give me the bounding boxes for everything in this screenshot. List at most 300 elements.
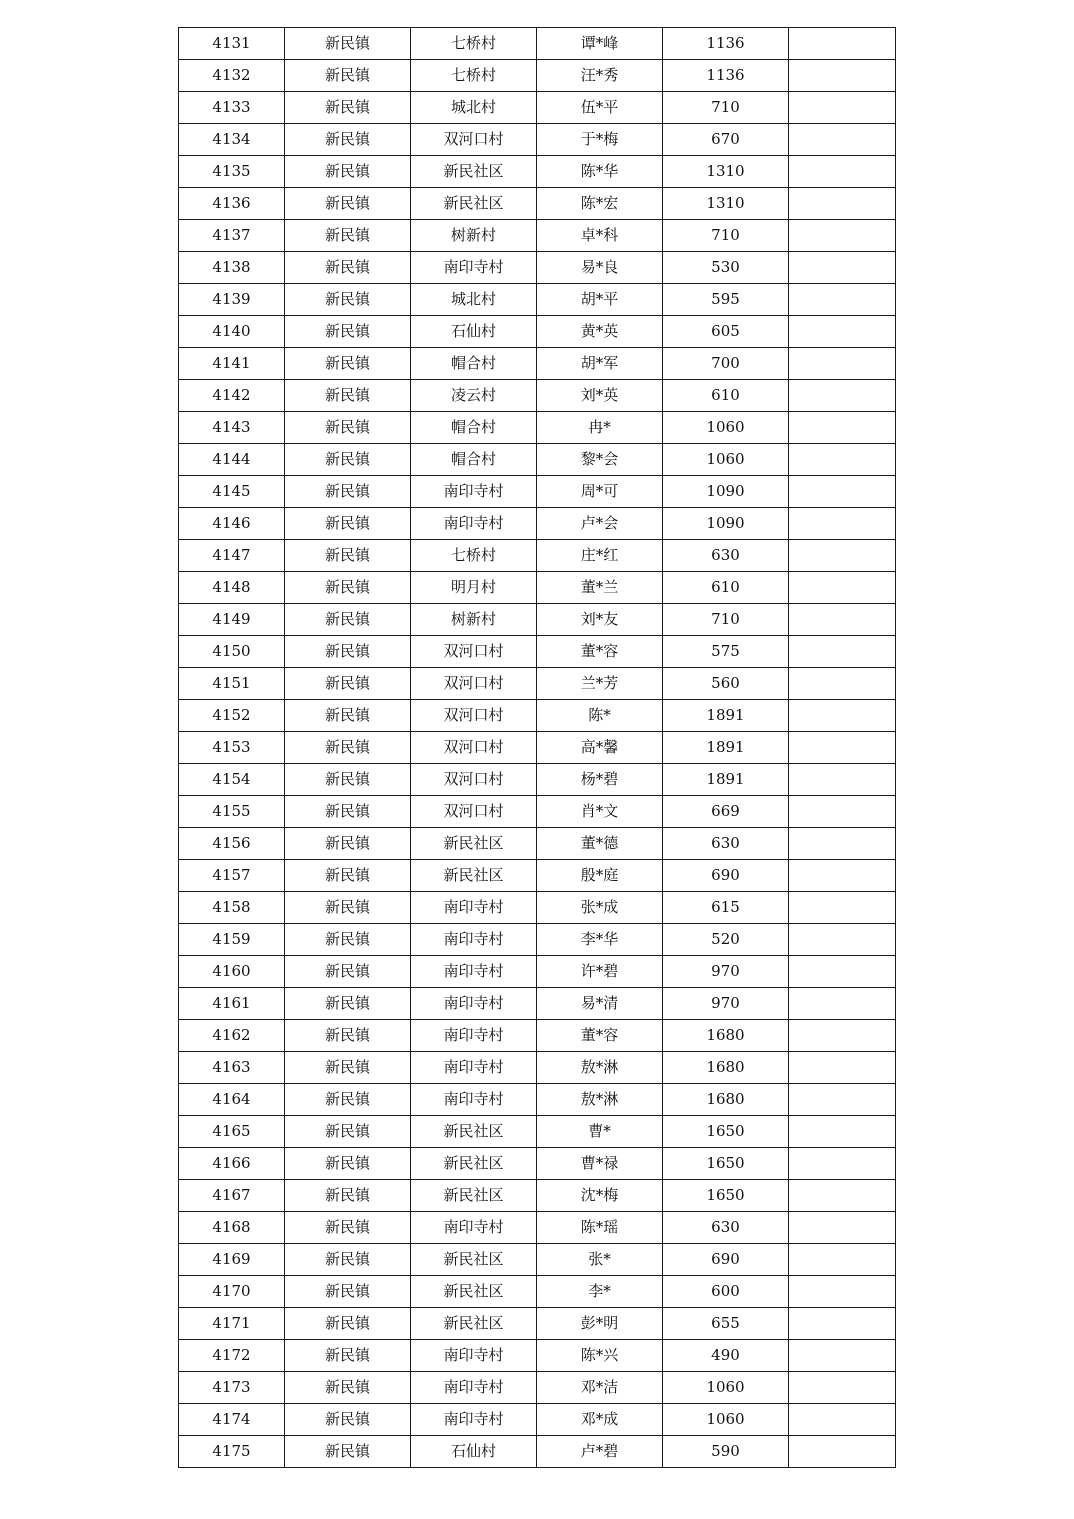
- amount-cell: 970: [663, 956, 789, 988]
- amount-cell: 690: [663, 1244, 789, 1276]
- town-cell: 新民镇: [285, 604, 411, 636]
- village-cell: 城北村: [411, 92, 537, 124]
- town-cell: 新民镇: [285, 700, 411, 732]
- village-cell: 新民社区: [411, 828, 537, 860]
- note-cell: [789, 92, 896, 124]
- note-cell: [789, 444, 896, 476]
- row-number-cell: 4146: [179, 508, 285, 540]
- table-row: [179, 892, 896, 924]
- village-cell: 凌云村: [411, 380, 537, 412]
- name-cell: 高*馨: [537, 732, 663, 764]
- village-cell: 南印寺村: [411, 1212, 537, 1244]
- village-cell: 石仙村: [411, 316, 537, 348]
- town-cell: 新民镇: [285, 1084, 411, 1116]
- table-row: [179, 252, 896, 284]
- table-row: [179, 988, 896, 1020]
- row-number-cell: 4148: [179, 572, 285, 604]
- row-number-cell: 4161: [179, 988, 285, 1020]
- village-cell: 双河口村: [411, 700, 537, 732]
- row-number-cell: 4169: [179, 1244, 285, 1276]
- village-cell: 七桥村: [411, 60, 537, 92]
- row-number-cell: 4145: [179, 476, 285, 508]
- table-row: [179, 540, 896, 572]
- town-cell: 新民镇: [285, 924, 411, 956]
- amount-cell: 595: [663, 284, 789, 316]
- village-cell: 南印寺村: [411, 1084, 537, 1116]
- town-cell: 新民镇: [285, 1244, 411, 1276]
- amount-cell: 600: [663, 1276, 789, 1308]
- row-number-cell: 4156: [179, 828, 285, 860]
- name-cell: 冉*: [537, 412, 663, 444]
- amount-cell: 630: [663, 540, 789, 572]
- table-row: [179, 668, 896, 700]
- amount-cell: 1680: [663, 1052, 789, 1084]
- town-cell: 新民镇: [285, 892, 411, 924]
- name-cell: 卢*会: [537, 508, 663, 540]
- table-row: [179, 700, 896, 732]
- amount-cell: 1136: [663, 60, 789, 92]
- name-cell: 董*兰: [537, 572, 663, 604]
- village-cell: 七桥村: [411, 540, 537, 572]
- village-cell: 新民社区: [411, 1148, 537, 1180]
- amount-cell: 530: [663, 252, 789, 284]
- amount-cell: 710: [663, 220, 789, 252]
- name-cell: 刘*英: [537, 380, 663, 412]
- note-cell: [789, 892, 896, 924]
- name-cell: 汪*秀: [537, 60, 663, 92]
- town-cell: 新民镇: [285, 1020, 411, 1052]
- note-cell: [789, 1148, 896, 1180]
- town-cell: 新民镇: [285, 1116, 411, 1148]
- table-row: [179, 508, 896, 540]
- row-number-cell: 4172: [179, 1340, 285, 1372]
- note-cell: [789, 252, 896, 284]
- amount-cell: 1060: [663, 1372, 789, 1404]
- note-cell: [789, 1340, 896, 1372]
- name-cell: 卓*科: [537, 220, 663, 252]
- note-cell: [789, 1020, 896, 1052]
- village-cell: 帽合村: [411, 348, 537, 380]
- village-cell: 明月村: [411, 572, 537, 604]
- amount-cell: 610: [663, 572, 789, 604]
- village-cell: 南印寺村: [411, 988, 537, 1020]
- note-cell: [789, 1436, 896, 1468]
- amount-cell: 1680: [663, 1020, 789, 1052]
- amount-cell: 615: [663, 892, 789, 924]
- village-cell: 南印寺村: [411, 252, 537, 284]
- village-cell: 南印寺村: [411, 476, 537, 508]
- name-cell: 彭*明: [537, 1308, 663, 1340]
- amount-cell: 1310: [663, 188, 789, 220]
- name-cell: 张*: [537, 1244, 663, 1276]
- row-number-cell: 4155: [179, 796, 285, 828]
- table-row: [179, 1244, 896, 1276]
- row-number-cell: 4167: [179, 1180, 285, 1212]
- town-cell: 新民镇: [285, 1052, 411, 1084]
- note-cell: [789, 700, 896, 732]
- table-row: [179, 60, 896, 92]
- town-cell: 新民镇: [285, 796, 411, 828]
- town-cell: 新民镇: [285, 1308, 411, 1340]
- note-cell: [789, 732, 896, 764]
- table-row: [179, 1340, 896, 1372]
- name-cell: 于*梅: [537, 124, 663, 156]
- town-cell: 新民镇: [285, 188, 411, 220]
- name-cell: 殷*庭: [537, 860, 663, 892]
- name-cell: 庄*红: [537, 540, 663, 572]
- name-cell: 胡*平: [537, 284, 663, 316]
- table-row: [179, 1116, 896, 1148]
- village-cell: 双河口村: [411, 124, 537, 156]
- name-cell: 伍*平: [537, 92, 663, 124]
- note-cell: [789, 1372, 896, 1404]
- town-cell: 新民镇: [285, 764, 411, 796]
- table-row: [179, 348, 896, 380]
- amount-cell: 1090: [663, 476, 789, 508]
- name-cell: 胡*军: [537, 348, 663, 380]
- row-number-cell: 4171: [179, 1308, 285, 1340]
- table-row: [179, 1148, 896, 1180]
- row-number-cell: 4154: [179, 764, 285, 796]
- roster-table: [178, 27, 896, 1468]
- note-cell: [789, 508, 896, 540]
- row-number-cell: 4174: [179, 1404, 285, 1436]
- note-cell: [789, 572, 896, 604]
- name-cell: 董*德: [537, 828, 663, 860]
- amount-cell: 1891: [663, 764, 789, 796]
- amount-cell: 700: [663, 348, 789, 380]
- row-number-cell: 4164: [179, 1084, 285, 1116]
- row-number-cell: 4165: [179, 1116, 285, 1148]
- note-cell: [789, 540, 896, 572]
- name-cell: 兰*芳: [537, 668, 663, 700]
- row-number-cell: 4144: [179, 444, 285, 476]
- row-number-cell: 4173: [179, 1372, 285, 1404]
- village-cell: 南印寺村: [411, 1020, 537, 1052]
- name-cell: 张*成: [537, 892, 663, 924]
- town-cell: 新民镇: [285, 1340, 411, 1372]
- note-cell: [789, 1180, 896, 1212]
- name-cell: 沈*梅: [537, 1180, 663, 1212]
- village-cell: 新民社区: [411, 188, 537, 220]
- note-cell: [789, 1052, 896, 1084]
- row-number-cell: 4131: [179, 28, 285, 60]
- amount-cell: 670: [663, 124, 789, 156]
- table-row: [179, 828, 896, 860]
- village-cell: 新民社区: [411, 1180, 537, 1212]
- note-cell: [789, 668, 896, 700]
- table-row: [179, 412, 896, 444]
- amount-cell: 1136: [663, 28, 789, 60]
- town-cell: 新民镇: [285, 860, 411, 892]
- village-cell: 双河口村: [411, 764, 537, 796]
- note-cell: [789, 316, 896, 348]
- table-row: [179, 380, 896, 412]
- note-cell: [789, 28, 896, 60]
- village-cell: 新民社区: [411, 1116, 537, 1148]
- note-cell: [789, 476, 896, 508]
- village-cell: 新民社区: [411, 156, 537, 188]
- village-cell: 双河口村: [411, 668, 537, 700]
- table-row: [179, 1404, 896, 1436]
- village-cell: 南印寺村: [411, 956, 537, 988]
- table-row: [179, 476, 896, 508]
- name-cell: 陈*兴: [537, 1340, 663, 1372]
- village-cell: 树新村: [411, 220, 537, 252]
- row-number-cell: 4147: [179, 540, 285, 572]
- note-cell: [789, 188, 896, 220]
- town-cell: 新民镇: [285, 316, 411, 348]
- row-number-cell: 4163: [179, 1052, 285, 1084]
- town-cell: 新民镇: [285, 92, 411, 124]
- village-cell: 南印寺村: [411, 508, 537, 540]
- table-row: [179, 1372, 896, 1404]
- name-cell: 杨*碧: [537, 764, 663, 796]
- name-cell: 许*碧: [537, 956, 663, 988]
- note-cell: [789, 860, 896, 892]
- town-cell: 新民镇: [285, 412, 411, 444]
- village-cell: 双河口村: [411, 732, 537, 764]
- table-row: [179, 1020, 896, 1052]
- amount-cell: 655: [663, 1308, 789, 1340]
- town-cell: 新民镇: [285, 252, 411, 284]
- name-cell: 黎*会: [537, 444, 663, 476]
- village-cell: 南印寺村: [411, 1372, 537, 1404]
- town-cell: 新民镇: [285, 1372, 411, 1404]
- town-cell: 新民镇: [285, 156, 411, 188]
- note-cell: [789, 220, 896, 252]
- amount-cell: 1060: [663, 1404, 789, 1436]
- name-cell: 曹*禄: [537, 1148, 663, 1180]
- name-cell: 陈*华: [537, 156, 663, 188]
- name-cell: 陈*瑶: [537, 1212, 663, 1244]
- table-row: [179, 220, 896, 252]
- row-number-cell: 4142: [179, 380, 285, 412]
- name-cell: 李*: [537, 1276, 663, 1308]
- row-number-cell: 4132: [179, 60, 285, 92]
- roster-table-body: [179, 28, 896, 1468]
- town-cell: 新民镇: [285, 1212, 411, 1244]
- table-row: [179, 156, 896, 188]
- row-number-cell: 4140: [179, 316, 285, 348]
- village-cell: 南印寺村: [411, 924, 537, 956]
- table-row: [179, 924, 896, 956]
- table-row: [179, 956, 896, 988]
- amount-cell: 560: [663, 668, 789, 700]
- amount-cell: 690: [663, 860, 789, 892]
- table-row: [179, 316, 896, 348]
- amount-cell: 710: [663, 92, 789, 124]
- note-cell: [789, 764, 896, 796]
- name-cell: 邓*成: [537, 1404, 663, 1436]
- row-number-cell: 4137: [179, 220, 285, 252]
- table-row: [179, 796, 896, 828]
- village-cell: 南印寺村: [411, 1404, 537, 1436]
- amount-cell: 610: [663, 380, 789, 412]
- village-cell: 新民社区: [411, 1308, 537, 1340]
- row-number-cell: 4150: [179, 636, 285, 668]
- amount-cell: 630: [663, 1212, 789, 1244]
- name-cell: 卢*碧: [537, 1436, 663, 1468]
- amount-cell: 605: [663, 316, 789, 348]
- town-cell: 新民镇: [285, 284, 411, 316]
- village-cell: 双河口村: [411, 796, 537, 828]
- row-number-cell: 4162: [179, 1020, 285, 1052]
- row-number-cell: 4175: [179, 1436, 285, 1468]
- row-number-cell: 4151: [179, 668, 285, 700]
- row-number-cell: 4139: [179, 284, 285, 316]
- row-number-cell: 4133: [179, 92, 285, 124]
- table-row: [179, 124, 896, 156]
- note-cell: [789, 828, 896, 860]
- name-cell: 黄*英: [537, 316, 663, 348]
- town-cell: 新民镇: [285, 1276, 411, 1308]
- amount-cell: 1650: [663, 1148, 789, 1180]
- note-cell: [789, 284, 896, 316]
- note-cell: [789, 348, 896, 380]
- amount-cell: 710: [663, 604, 789, 636]
- amount-cell: 1650: [663, 1180, 789, 1212]
- town-cell: 新民镇: [285, 444, 411, 476]
- table-row: [179, 1180, 896, 1212]
- amount-cell: 1650: [663, 1116, 789, 1148]
- village-cell: 新民社区: [411, 860, 537, 892]
- name-cell: 谭*峰: [537, 28, 663, 60]
- amount-cell: 590: [663, 1436, 789, 1468]
- row-number-cell: 4136: [179, 188, 285, 220]
- note-cell: [789, 956, 896, 988]
- village-cell: 七桥村: [411, 28, 537, 60]
- town-cell: 新民镇: [285, 668, 411, 700]
- amount-cell: 575: [663, 636, 789, 668]
- row-number-cell: 4160: [179, 956, 285, 988]
- table-row: [179, 572, 896, 604]
- amount-cell: 1310: [663, 156, 789, 188]
- table-row: [179, 636, 896, 668]
- town-cell: 新民镇: [285, 572, 411, 604]
- table-row: [179, 92, 896, 124]
- row-number-cell: 4138: [179, 252, 285, 284]
- note-cell: [789, 604, 896, 636]
- row-number-cell: 4157: [179, 860, 285, 892]
- table-row: [179, 604, 896, 636]
- row-number-cell: 4152: [179, 700, 285, 732]
- name-cell: 邓*洁: [537, 1372, 663, 1404]
- town-cell: 新民镇: [285, 220, 411, 252]
- table-row: [179, 732, 896, 764]
- table-row: [179, 860, 896, 892]
- table-row: [179, 1436, 896, 1468]
- town-cell: 新民镇: [285, 540, 411, 572]
- table-row: [179, 444, 896, 476]
- town-cell: 新民镇: [285, 1148, 411, 1180]
- amount-cell: 1891: [663, 732, 789, 764]
- note-cell: [789, 636, 896, 668]
- amount-cell: 1060: [663, 444, 789, 476]
- amount-cell: 1891: [663, 700, 789, 732]
- table-row: [179, 764, 896, 796]
- table-row: [179, 1052, 896, 1084]
- amount-cell: 669: [663, 796, 789, 828]
- town-cell: 新民镇: [285, 828, 411, 860]
- note-cell: [789, 380, 896, 412]
- village-cell: 石仙村: [411, 1436, 537, 1468]
- table-row: [179, 188, 896, 220]
- amount-cell: 970: [663, 988, 789, 1020]
- village-cell: 城北村: [411, 284, 537, 316]
- amount-cell: 520: [663, 924, 789, 956]
- note-cell: [789, 156, 896, 188]
- note-cell: [789, 1276, 896, 1308]
- village-cell: 新民社区: [411, 1276, 537, 1308]
- row-number-cell: 4170: [179, 1276, 285, 1308]
- name-cell: 刘*友: [537, 604, 663, 636]
- name-cell: 李*华: [537, 924, 663, 956]
- note-cell: [789, 124, 896, 156]
- row-number-cell: 4143: [179, 412, 285, 444]
- table-row: [179, 28, 896, 60]
- note-cell: [789, 1116, 896, 1148]
- name-cell: 陈*: [537, 700, 663, 732]
- town-cell: 新民镇: [285, 508, 411, 540]
- row-number-cell: 4159: [179, 924, 285, 956]
- row-number-cell: 4158: [179, 892, 285, 924]
- town-cell: 新民镇: [285, 60, 411, 92]
- name-cell: 陈*宏: [537, 188, 663, 220]
- town-cell: 新民镇: [285, 956, 411, 988]
- note-cell: [789, 1212, 896, 1244]
- town-cell: 新民镇: [285, 380, 411, 412]
- note-cell: [789, 796, 896, 828]
- name-cell: 肖*文: [537, 796, 663, 828]
- note-cell: [789, 1404, 896, 1436]
- town-cell: 新民镇: [285, 476, 411, 508]
- amount-cell: 1060: [663, 412, 789, 444]
- table-row: [179, 1308, 896, 1340]
- name-cell: 董*容: [537, 636, 663, 668]
- amount-cell: 490: [663, 1340, 789, 1372]
- note-cell: [789, 1308, 896, 1340]
- village-cell: 南印寺村: [411, 1340, 537, 1372]
- table-row: [179, 284, 896, 316]
- town-cell: 新民镇: [285, 1404, 411, 1436]
- row-number-cell: 4153: [179, 732, 285, 764]
- name-cell: 董*容: [537, 1020, 663, 1052]
- village-cell: 双河口村: [411, 636, 537, 668]
- row-number-cell: 4135: [179, 156, 285, 188]
- row-number-cell: 4141: [179, 348, 285, 380]
- amount-cell: 630: [663, 828, 789, 860]
- note-cell: [789, 412, 896, 444]
- village-cell: 南印寺村: [411, 1052, 537, 1084]
- amount-cell: 1680: [663, 1084, 789, 1116]
- row-number-cell: 4166: [179, 1148, 285, 1180]
- village-cell: 南印寺村: [411, 892, 537, 924]
- row-number-cell: 4168: [179, 1212, 285, 1244]
- village-cell: 树新村: [411, 604, 537, 636]
- name-cell: 曹*: [537, 1116, 663, 1148]
- village-cell: 帽合村: [411, 444, 537, 476]
- village-cell: 新民社区: [411, 1244, 537, 1276]
- row-number-cell: 4134: [179, 124, 285, 156]
- town-cell: 新民镇: [285, 1436, 411, 1468]
- note-cell: [789, 924, 896, 956]
- table-row: [179, 1212, 896, 1244]
- amount-cell: 1090: [663, 508, 789, 540]
- note-cell: [789, 1244, 896, 1276]
- village-cell: 帽合村: [411, 412, 537, 444]
- name-cell: 易*良: [537, 252, 663, 284]
